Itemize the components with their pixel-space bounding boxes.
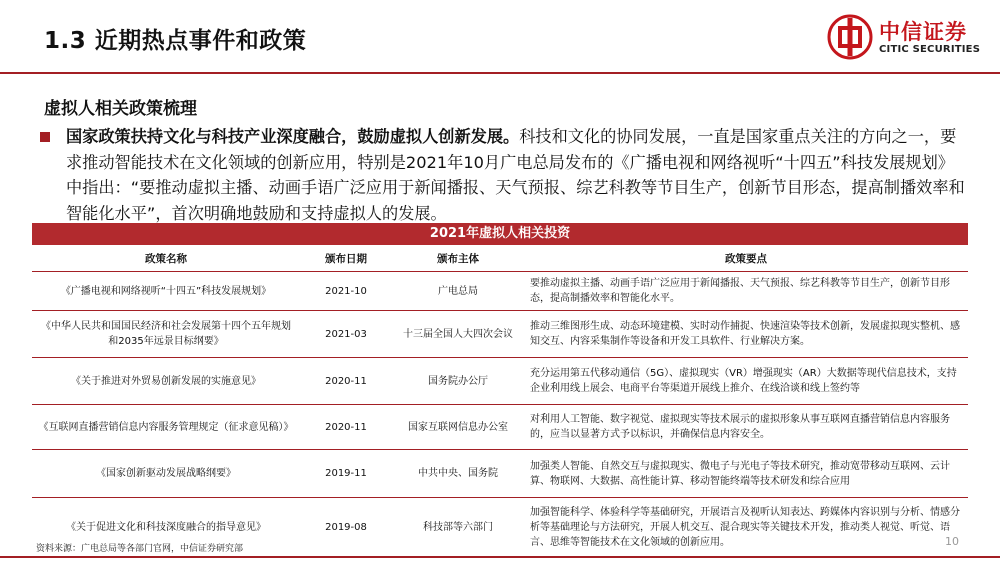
- summary-paragraph: [66, 124, 966, 226]
- table-row: [32, 272, 968, 311]
- table-row: [32, 358, 968, 405]
- source-note: 资料来源：广电总局等各部门官网，中信证券研究部: [36, 544, 244, 554]
- policy-name: 《关于促进文化和科技深度融合的指导意见》: [32, 498, 300, 558]
- policy-points: 充分运用第五代移动通信（5G）、虚拟现实（VR）增强现实（AR）大数据等现代信息技术，支持企业利用线上展会、电商平台等渠道开展线上推介、在线洽谈和线上签约等: [524, 358, 968, 405]
- policy-issuer: 科技部等六部门: [392, 498, 524, 558]
- table-header-row: [32, 245, 968, 272]
- policy-issuer: 广电总局: [392, 272, 524, 311]
- policy-date: 2020-11: [300, 405, 392, 450]
- footer-divider: [0, 556, 1000, 558]
- policy-issuer: 国家互联网信息办公室: [392, 405, 524, 450]
- policy-issuer: 中共中央、国务院: [392, 450, 524, 498]
- policy-issuer: 国务院办公厅: [392, 358, 524, 405]
- policy-date: 2019-08: [300, 498, 392, 558]
- column-header-points: 政策要点: [524, 245, 968, 272]
- policy-date: 2021-03: [300, 311, 392, 358]
- column-header-name: 政策名称: [32, 245, 300, 272]
- citic-logo-icon: [827, 14, 873, 60]
- policy-name: 《国家创新驱动发展战略纲要》: [32, 450, 300, 498]
- table-row: [32, 311, 968, 358]
- company-logo: [827, 14, 981, 62]
- section-subtitle: 虚拟人相关政策梳理: [44, 99, 197, 119]
- table-caption: 2021年虚拟人相关投资: [32, 223, 968, 245]
- logo-text-cn: 中信证券: [879, 20, 967, 44]
- summary-body: 科技和文化的协同发展，一直是国家重点关注的方向之一，要求推动智能技术在文化领域的创新应用，特别是2021年10月广电总局发布的《广播电视和网络视听“十四五”科技发展规划》中指出：“要推动虚拟主播、动画手语广泛应用于新闻播报、天气预报、综艺科教等节目生产，创新节目形态，提高制播效率和智能化水平”，首次明确地鼓励和支持虚拟人的发展。: [66, 127, 965, 223]
- policy-points: 对利用人工智能、数字视觉、虚拟现实等技术展示的虚拟形象从事互联网直播营销信息内容服务的，应当以显著方式予以标识，并确保信息内容安全。: [524, 405, 968, 450]
- page-number: 10: [945, 535, 959, 548]
- policy-date: 2020-11: [300, 358, 392, 405]
- policy-name: 《互联网直播营销信息内容服务管理规定（征求意见稿）》: [32, 405, 300, 450]
- policy-table: [32, 245, 968, 558]
- policy-name: 《关于推进对外贸易创新发展的实施意见》: [32, 358, 300, 405]
- column-header-issuer: 颁布主体: [392, 245, 524, 272]
- policy-date: 2021-10: [300, 272, 392, 311]
- table-row: [32, 450, 968, 498]
- table-row: [32, 405, 968, 450]
- logo-text-en: CITIC SECURITIES: [879, 44, 981, 55]
- policy-name: 《广播电视和网络视听“十四五”科技发展规划》: [32, 272, 300, 311]
- column-header-date: 颁布日期: [300, 245, 392, 272]
- policy-date: 2019-11: [300, 450, 392, 498]
- policy-points: 加强类人智能、自然交互与虚拟现实、微电子与光电子等技术研究，推动宽带移动互联网、云计算、物联网、大数据、高性能计算、移动智能终端等技术研发和综合应用: [524, 450, 968, 498]
- policy-points: 推动三维图形生成、动态环境建模、实时动作捕捉、快速渲染等技术创新，发展虚拟现实整机、感知交互、内容采集制作等设备和开发工具软件、行业解决方案。: [524, 311, 968, 358]
- page-title: 1.3 近期热点事件和政策: [44, 28, 307, 54]
- summary-bold-lead: 国家政策扶持文化与科技产业深度融合，鼓励虚拟人创新发展。: [66, 127, 520, 146]
- bullet-square-icon: [40, 132, 50, 142]
- policy-issuer: 十三届全国人大四次会议: [392, 311, 524, 358]
- policy-name: 《中华人民共和国国民经济和社会发展第十四个五年规划和2035年远景目标纲要》: [32, 311, 300, 358]
- policy-points: 要推动虚拟主播、动画手语广泛应用于新闻播报、天气预报、综艺科教等节目生产，创新节目形态，提高制播效率和智能化水平。: [524, 272, 968, 311]
- header-divider: [0, 72, 1000, 74]
- policy-points: 加强智能科学、体验科学等基础研究，开展语言及视听认知表达、跨媒体内容识别与分析、情感分析等基础理论与方法研究，开展人机交互、混合现实等关键技术开发，推动类人视觉、听觉、语言、思维等智能技术在文化领域的创新应用。: [524, 498, 968, 558]
